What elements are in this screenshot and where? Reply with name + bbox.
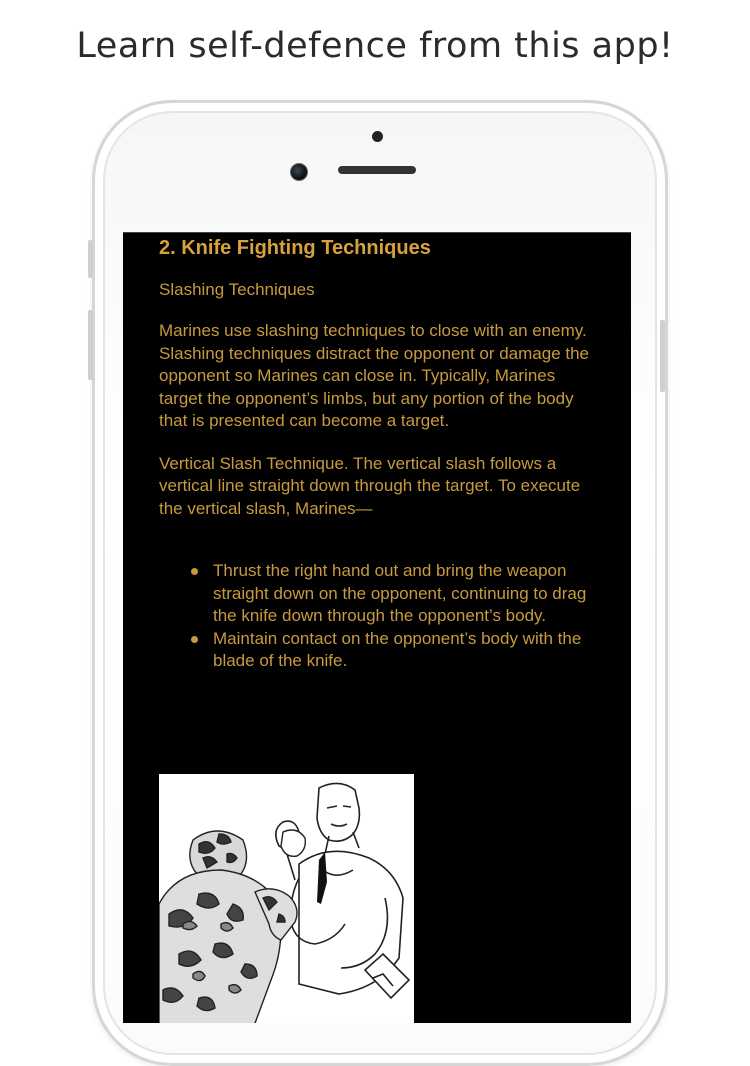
phone-side-button-left <box>88 310 93 380</box>
phone-side-button-left <box>88 240 93 278</box>
promo-headline: Learn self-defence from this app! <box>76 26 674 66</box>
list-item-text: Thrust the right hand out and bring the weapon straight down on the opponent, continuing to drag the knife down through the opponent’s body. <box>213 561 587 625</box>
phone-side-button-right <box>660 320 665 392</box>
proximity-sensor <box>372 131 383 142</box>
knife-fighting-illustration <box>159 774 414 1023</box>
article-heading: 2. Knife Fighting Techniques <box>159 237 431 259</box>
bullet-icon <box>191 636 198 643</box>
list-item <box>176 628 599 673</box>
article-subheading: Slashing Techniques <box>159 280 315 299</box>
article-content <box>159 233 599 673</box>
bullet-icon <box>191 568 198 575</box>
list-item-text: Maintain contact on the opponent’s body with the blade of the knife. <box>213 628 582 670</box>
front-camera-icon <box>290 163 308 181</box>
article-paragraph: Marines use slashing techniques to close with an enemy. Slashing techniques distract the opponent or damage the opponent so Marines can close in. Typically, Marines target the opponent’s limbs, but any portion of the body that is presented can become a target. <box>159 321 590 430</box>
illustration-drawing <box>159 774 414 1023</box>
technique-steps-list <box>159 560 599 673</box>
article-paragraph: Vertical Slash Technique. The vertical slash follows a vertical line straight down through the target. To execute the vertical slash, Marines— <box>159 453 581 518</box>
app-screen[interactable] <box>123 232 631 1023</box>
list-item <box>176 560 599 628</box>
earpiece-speaker <box>338 166 416 174</box>
